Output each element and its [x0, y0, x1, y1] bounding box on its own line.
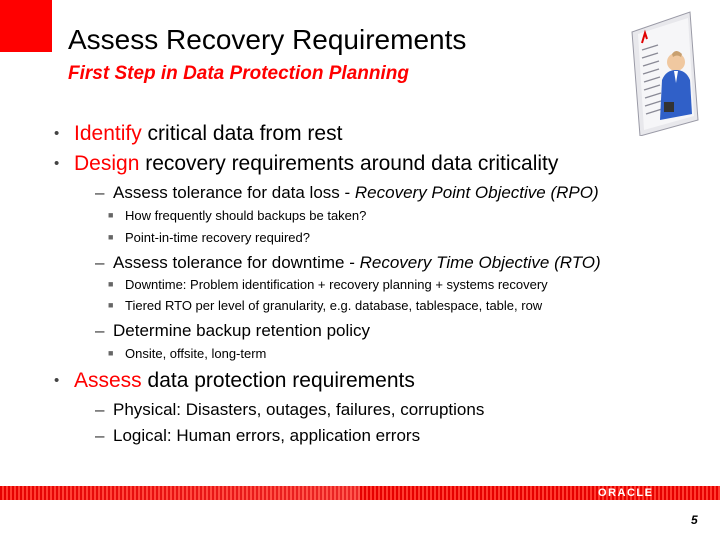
- bullet-highlight: Design: [74, 152, 140, 175]
- bullet-dot: •: [54, 155, 60, 172]
- dash-marker: –: [95, 183, 105, 202]
- sub-bullet-physical: [95, 400, 484, 420]
- bullet-highlight: Assess: [74, 369, 142, 392]
- sub-bullet-rpo: [95, 183, 599, 203]
- square-bullet: ■: [108, 232, 114, 242]
- bullet-design: [54, 152, 558, 176]
- page-number: 5: [691, 513, 698, 527]
- slide-title: Assess Recovery Requirements: [68, 24, 467, 55]
- square-bullet: ■: [108, 210, 114, 220]
- detail-text: How frequently should backups be taken?: [125, 208, 367, 223]
- detail-text: Onsite, offsite, long-term: [125, 346, 267, 361]
- detail-text: Point-in-time recovery required?: [125, 230, 310, 245]
- sub-bullet-italic: Recovery Time Objective (RTO): [359, 253, 601, 272]
- square-bullet: ■: [108, 348, 114, 358]
- dash-marker: –: [95, 400, 105, 419]
- oracle-logo: ORACLE: [598, 487, 654, 499]
- bullet-text: recovery requirements around data criticality: [139, 152, 559, 175]
- dash-marker: –: [95, 426, 105, 445]
- bullet-identify: [54, 122, 342, 146]
- sub-bullet-text: Assess tolerance for downtime -: [113, 253, 360, 272]
- document-person-icon: [628, 10, 700, 136]
- bullet-highlight: Identify: [74, 122, 142, 145]
- sub-bullet-text: Physical: Disasters, outages, failures, corruptions: [113, 400, 485, 419]
- detail-item: [108, 277, 548, 292]
- dash-marker: –: [95, 321, 105, 340]
- bullet-dot: •: [54, 372, 60, 389]
- sub-bullet-logical: [95, 426, 420, 446]
- square-bullet: ■: [108, 300, 114, 310]
- detail-item: [108, 230, 310, 245]
- detail-item: [108, 346, 266, 361]
- detail-text: Downtime: Problem identification + recovery planning + systems recovery: [125, 277, 548, 292]
- detail-item: [108, 208, 366, 223]
- dash-marker: –: [95, 253, 105, 272]
- sub-bullet-text: Assess tolerance for data loss -: [113, 183, 355, 202]
- detail-item: [108, 298, 542, 313]
- bullet-text: data protection requirements: [141, 369, 415, 392]
- detail-text: Tiered RTO per level of granularity, e.g. database, tablespace, table, row: [125, 298, 543, 313]
- sub-bullet-text: Determine backup retention policy: [113, 321, 371, 340]
- sub-bullet-italic: Recovery Point Objective (RPO): [354, 183, 599, 202]
- bullet-dot: •: [54, 125, 60, 142]
- sub-bullet-rto: [95, 253, 601, 273]
- red-corner-block: [0, 0, 52, 52]
- bullet-text: critical data from rest: [141, 122, 343, 145]
- slide-subtitle: First Step in Data Protection Planning: [68, 63, 409, 84]
- sub-bullet-retention: [95, 321, 370, 341]
- square-bullet: ■: [108, 279, 114, 289]
- sub-bullet-text: Logical: Human errors, application errors: [113, 426, 421, 445]
- bullet-assess: [54, 369, 415, 393]
